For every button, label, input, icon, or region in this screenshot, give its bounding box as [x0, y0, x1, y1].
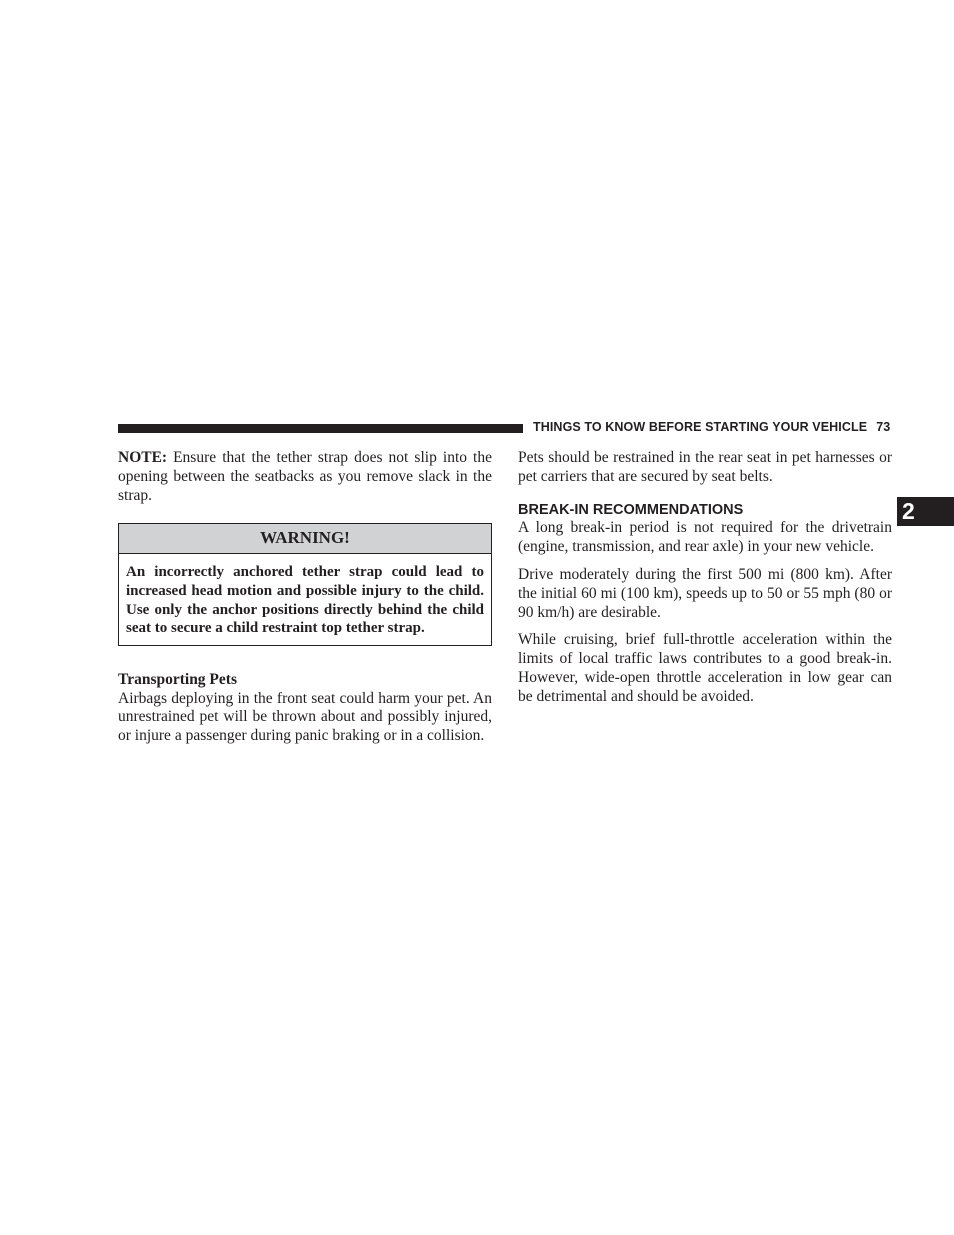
- note-paragraph: [118, 449, 492, 505]
- right-column: [518, 449, 892, 707]
- header-rule: [118, 424, 523, 433]
- pets-continued-paragraph: Pets should be restrained in the rear seat in pet harnesses or pet carriers that are secured by seat belts.: [518, 449, 892, 485]
- pets-paragraph: Airbags deploying in the front seat could harm your pet. An unrestrained pet will be thrown about and possibly injured, or injure a passenger during panic braking or in a collision.: [118, 689, 492, 745]
- note-label: NOTE:: [118, 449, 168, 466]
- breakin-paragraph-2: Drive moderately during the first 500 mi (800 km). After the initial 60 mi (100 km), speeds up to 50 or 55 mph (80 or 90 km/h) are desirable.: [518, 565, 892, 621]
- left-column: [118, 449, 492, 746]
- pets-heading: Transporting Pets: [118, 670, 237, 688]
- breakin-heading: BREAK-IN RECOMMENDATIONS: [518, 501, 744, 518]
- breakin-paragraph-3: While cruising, brief full-throttle acceleration within the limits of local traffic laws contributes to a good break-in. However, wide-open throttle acceleration in low gear can be detrimental and should be avoided.: [518, 631, 892, 705]
- warning-box: [118, 523, 492, 645]
- page-number: 73: [876, 420, 891, 434]
- running-header: [533, 420, 893, 434]
- note-text: Ensure that the tether strap does not slip into the opening between the seatbacks as you remove slack in the strap.: [118, 449, 492, 504]
- section-title: THINGS TO KNOW BEFORE STARTING YOUR VEHICLE: [533, 420, 868, 434]
- warning-title: WARNING!: [119, 524, 491, 554]
- chapter-tab: 2: [897, 497, 954, 526]
- breakin-paragraph-1: A long break-in period is not required for the drivetrain (engine, transmission, and rear axle) in your new vehicle.: [518, 519, 892, 556]
- warning-body: An incorrectly anchored tether strap could lead to increased head motion and possible injury to the child. Use only the anchor positions directly behind the child seat to secure a child restraint top tether strap.: [126, 564, 484, 637]
